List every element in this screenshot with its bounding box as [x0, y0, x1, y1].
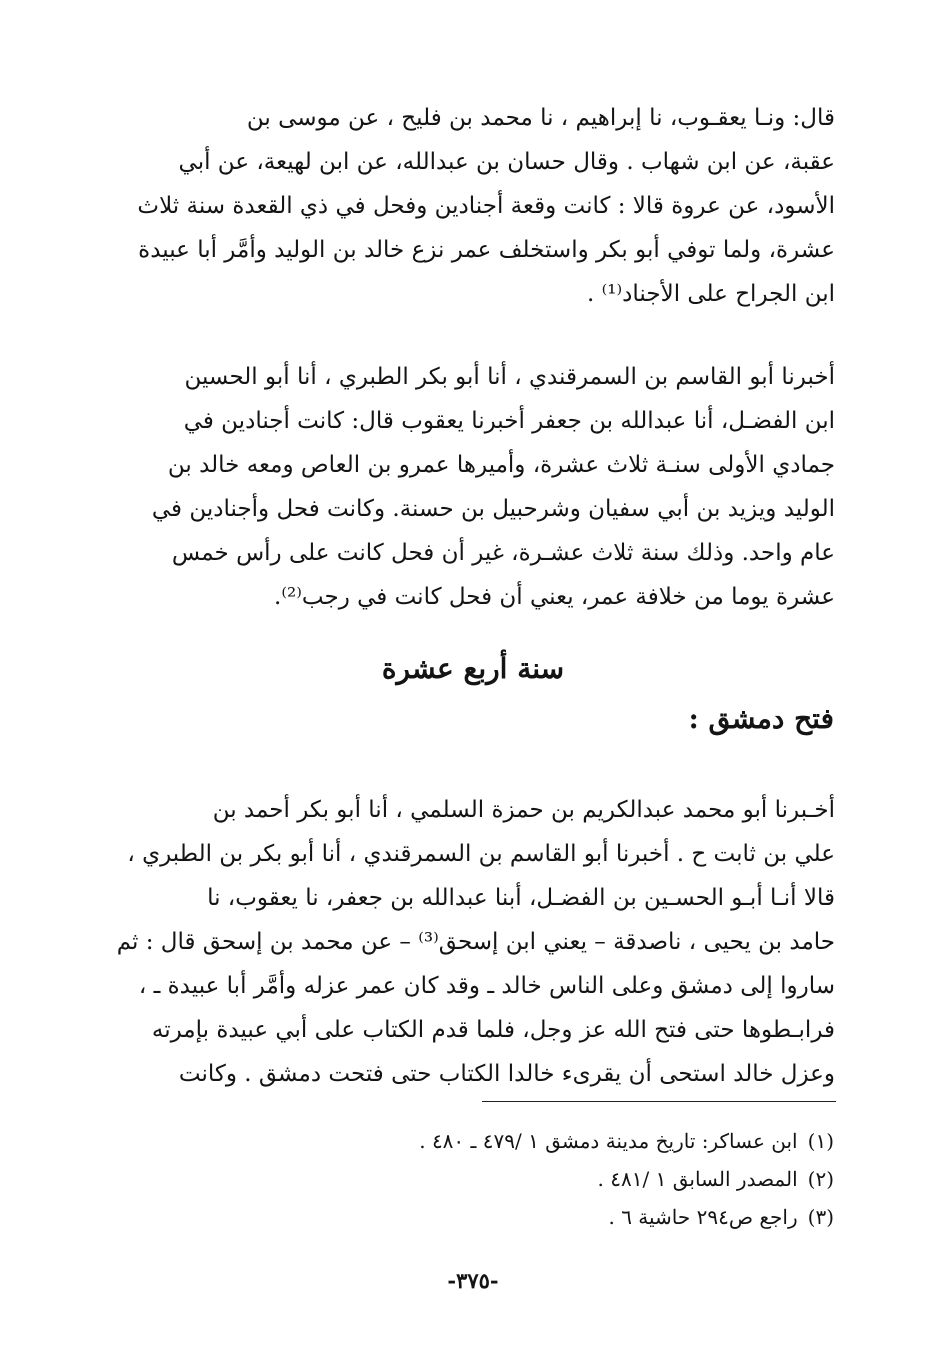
footnote: [419, 1160, 834, 1198]
text-line: أخبرنا أبو القاسم بن السمرقندي ، أنا أبو بكر الطبري ، أنا أبو الحسين: [184, 364, 835, 390]
text-line: حامد بن يحيى ، ناصدقة – يعني ابن إسحق⁽³⁾ – عن محمد بن إسحق قال : ثم: [116, 929, 835, 955]
text-line: ابن الفضـل، أنا عبدالله بن جعفر أخبرنا يعقوب قال: كانت أجنادين في: [183, 408, 835, 434]
page-number: -٣٧٥-: [447, 1268, 499, 1293]
sub-heading: فتح دمشق :: [688, 702, 834, 735]
section-title: سنة أربع عشرة: [381, 652, 565, 685]
text-line: جمادي الأولى سنـة ثلاث عشرة، وأميرها عمرو بن العاص ومعه خالد بن: [167, 452, 835, 478]
text-line: عشرة يوما من خلافة عمر، يعني أن فحل كانت في رجب⁽²⁾.: [274, 584, 835, 610]
text-line: أخـبرنا أبو محمد عبدالكريم بن حمزة السلمي ، أنا أبو بكر أحمد بن: [212, 797, 835, 823]
text-line: وعزل خالد استحى أن يقرىء خالدا الكتاب حتى فتحت دمشق . وكانت: [178, 1061, 835, 1087]
footnote-text: راجع ص٢٩٤ حاشية ٦ .: [608, 1205, 798, 1229]
footnote-divider: [482, 1101, 836, 1102]
paragraph-1: [130, 96, 835, 316]
footnote-number: (١): [807, 1129, 834, 1153]
footnote-number: (٢): [807, 1167, 834, 1191]
text-line: الوليد ويزيد بن أبي سفيان وشرحبيل بن حسنة. وكانت فحل وأجنادين في: [151, 496, 835, 522]
footnote: [419, 1122, 834, 1160]
footnote-text: المصدر السابق ١ /٤٨١ .: [597, 1167, 798, 1191]
text-line: قالا أنـا أبـو الحسـين بن الفضـل، أبنا عبدالله بن جعفر، نا يعقوب، نا: [207, 885, 835, 911]
text-line: ابن الجراح على الأجناد⁽¹⁾ .: [587, 281, 835, 307]
paragraph-2: [130, 355, 835, 619]
text-line: عام واحد. وذلك سنة ثلاث عشـرة، غير أن فحل كانت على رأس خمس: [171, 540, 835, 566]
text-line: قال: ونـا يعقـوب، نا إبراهيم ، نا محمد بن فليح ، عن موسى بن: [246, 105, 835, 131]
text-line: عشرة، ولما توفي أبو بكر واستخلف عمر نزع خالد بن الوليد وأمَّر أبا عبيدة: [138, 237, 835, 263]
text-line: عقبة، عن ابن شهاب . وقال حسان بن عبدالله، عن ابن لهيعة، عن أبي: [178, 149, 835, 175]
footnotes-list: [419, 1122, 834, 1236]
text-line: الأسود، عن عروة قالا : كانت وقعة أجنادين وفحل في ذي القعدة سنة ثلاث: [137, 193, 835, 219]
footnote-text: ابن عساكر: تاريخ مدينة دمشق ١ /٤٧٩ ـ ٤٨٠ .: [419, 1129, 798, 1153]
text-line: ساروا إلى دمشق وعلى الناس خالد ـ وقد كان عمر عزله وأمَّر أبا عبيدة ـ ،: [138, 973, 835, 999]
text-line: علي بن ثابت ح . أخبرنا أبو القاسم بن السمرقندي ، أنا أبو بكر بن الطبري ،: [127, 841, 835, 867]
text-line: فرابـطوها حتى فتح الله عز وجل، فلما قدم الكتاب على أبي عبيدة بإمرته: [151, 1017, 835, 1043]
paragraph-3: [116, 788, 835, 1096]
footnote: [419, 1198, 834, 1236]
footnote-number: (٣): [807, 1205, 834, 1229]
